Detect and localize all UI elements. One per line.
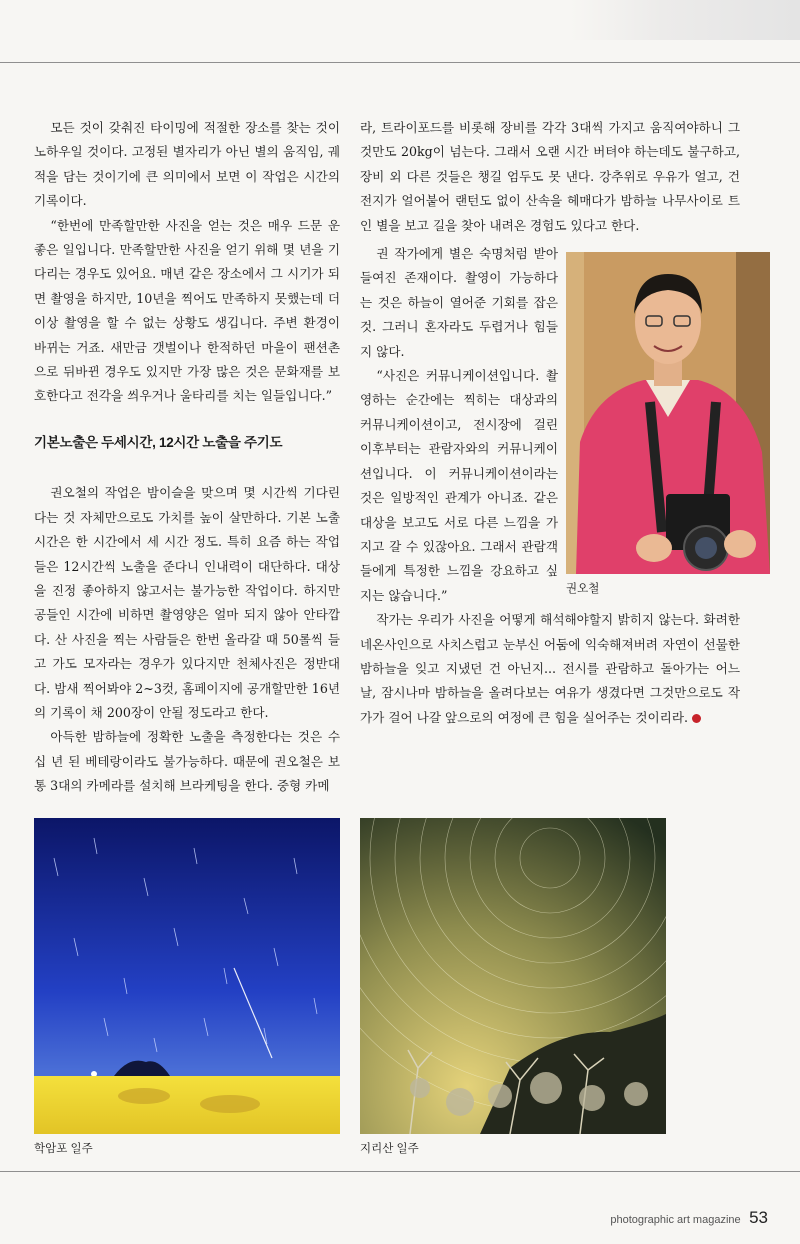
portrait-caption: 권오철 <box>566 583 600 595</box>
page-footer <box>610 1208 768 1228</box>
right-paragraph-4 <box>360 608 740 730</box>
left-paragraph-3: 권오철의 작업은 밤이슬을 맞으며 몇 시간씩 기다린다는 것 자체만으로도 가치를 높이 살만하다. 기본 노출시간은 한 시간에서 세 시간 정도. 특히 요즘 하는 작업들은 12시간씩 노출을 준다니 인내력이 대단하다. 대상을 진정 좋아하지 않고서는 불가능한 작업이다. 하지만 공들인 시간에 비하면 촬영양은 얼마 되지 않아 안타깝다. 산 사진을 찍는 사람들은 한번 올라갈 때 50롤씩 들고 가도 모자라는 경우가 있다지만 천체사진은 정반대다. 밤새 찍어봐야 2~3컷, 홈페이지에 공개할만한 16년의 기록이 채 200장이 안될 정도라고 한다. <box>34 485 340 720</box>
section-heading: 기본노출은 두세시간, 12시간 노출을 주기도 <box>34 434 283 450</box>
left-paragraph-1: 모든 것이 갖춰진 타이밍에 적절한 장소를 찾는 것이 노하우일 것이다. 고정된 별자리가 아닌 별의 움직임, 궤적을 담는 것이기에 큰 의미에서 보면 이 작업은 시간의 기록이다. <box>34 120 340 209</box>
right-paragraph-3: “사진은 커뮤니케이션입니다. 촬영하는 순간에는 찍히는 대상과의 커뮤니케이션이고, 전시장에 걸린 이후부터는 관람자와의 커뮤니케이션입니다. 이 커뮤니케이션이라는 것은 일방적인 관계가 아니죠. 같은 대상을 보고도 서로 다른 느낌을 가지고 갈 수 있잖아요. 그래서 관람객들에게 특정한 느낌을 강요하고 싶지는 않습니다.” <box>360 368 558 603</box>
left-paragraph-2: “한번에 만족할만한 사진을 얻는 것은 매우 드문 운 좋은 일입니다. 만족할만한 사진을 얻기 위해 몇 년을 기다리는 경우도 있어요. 매년 같은 장소에서 그 시기가 되면 촬영을 하지만, 10년을 찍어도 만족하지 못했는데 더 이상 촬영을 할 수 없는 상황도 생깁니다. 주변 환경이 바뀌는 거죠. 새만금 갯벌이나 한적하던 마을이 팬션촌으로 뒤바뀐 경우도 있지만 가장 많은 것은 문화재를 보호한다고 전각을 씌우거나 울타리를 치는 일들입니다.” <box>34 217 340 404</box>
photo-hakampo-star-trails <box>34 818 340 1134</box>
end-mark-icon <box>692 714 701 723</box>
magazine-name: photographic art magazine <box>610 1214 741 1226</box>
portrait-photo <box>566 252 770 574</box>
photo-jirisan-star-trails <box>360 818 666 1134</box>
top-rule <box>0 62 800 63</box>
page-number: 53 <box>749 1208 768 1227</box>
right-paragraph-2: 권 작가에게 별은 숙명처럼 받아들여진 존재이다. 촬영이 가능하다는 것은 하늘이 열어준 기회를 잡은 것. 그러니 혼자라도 두렵거나 힘들지 않다. <box>360 246 558 359</box>
photo-caption-1: 학암포 일주 <box>34 1143 93 1155</box>
narrow-text-block <box>360 242 558 608</box>
header-band <box>570 0 800 40</box>
photo-caption-2: 지리산 일주 <box>360 1143 419 1155</box>
right-paragraph-1: 라, 트라이포드를 비롯해 장비를 각각 3대씩 가지고 움직여야하니 그것만도 20kg이 넘는다. 그래서 오랜 시간 버텨야 하는데도 불구하고, 장비 외 다른 것들은 챙길 엄두도 못 낸다. 강추위로 우유가 얼고, 건전지가 얼어붙어 랜턴도 없이 산속을 헤매다가 밤하늘 나무사이로 트인 별을 보고 길을 찾아 내려온 경험도 있다고 한다. <box>360 120 740 233</box>
bottom-rule <box>0 1171 800 1172</box>
left-paragraph-4: 아득한 밤하늘에 정확한 노출을 측정한다는 것은 수십 년 된 베테랑이라도 불가능하다. 때문에 권오철은 보통 3대의 카메라를 설치해 브라케팅을 한다. 중형 카메 <box>34 729 340 794</box>
left-column <box>34 116 340 799</box>
closing-text: 작가는 우리가 사진을 어떻게 해석해야할지 밝히지 않는다. 화려한 네온사인으로 사치스럽고 눈부신 어둠에 익숙해져버려 자연이 선물한 밤하늘을 잊고 지냈던 건 아닌지... 전시를 관람하고 돌아가는 어느 날, 잠시나마 밤하늘을 올려다보는 여유가 생겼다면 그것만으로도 작가가 걸어 나갈 앞으로의 여정에 큰 힘을 실어주는 것이리라. <box>360 612 740 725</box>
